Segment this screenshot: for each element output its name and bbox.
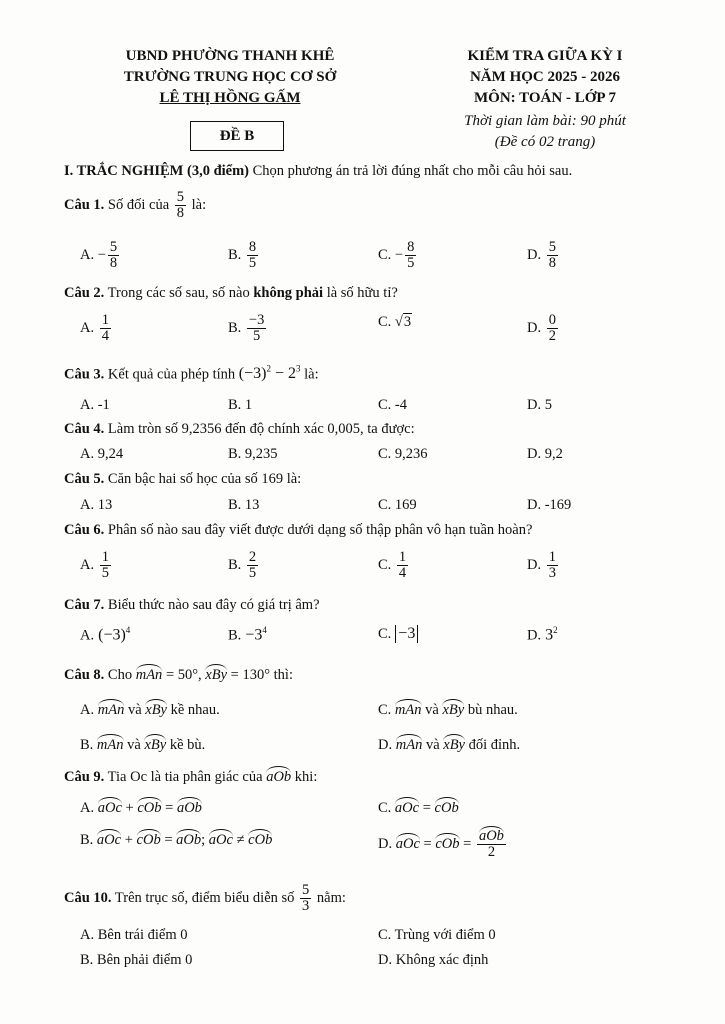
q10-option-d[interactable]: D. Không xác định bbox=[378, 952, 489, 968]
q1-option-c[interactable]: C. − $\frac{8}{5}$ bbox=[378, 239, 415, 272]
section-heading: I. TRẮC NGHIỆM (3,0 điểm) bbox=[64, 163, 250, 179]
q8-option-b[interactable]: B. mAn và xBy kề bù. bbox=[80, 737, 206, 753]
q2-option-c[interactable]: C. √3 bbox=[378, 314, 412, 330]
q8-option-d[interactable]: D. mAn và xBy đối đỉnh. bbox=[378, 737, 521, 753]
school-name: LÊ THỊ HỒNG GẤM bbox=[159, 90, 301, 106]
question-8: Câu 8. Cho mAn = 50°, xBy = 130° thì: bbox=[64, 667, 293, 683]
q5-option-a[interactable]: A. 13 bbox=[80, 497, 113, 513]
school-year: NĂM HỌC 2025 - 2026 bbox=[470, 69, 620, 85]
question-label: Câu 1. bbox=[64, 197, 105, 214]
q7-option-a[interactable]: A. $(-3)^4$ bbox=[80, 625, 131, 644]
subject: MÔN: TOÁN - LỚP 7 bbox=[474, 90, 616, 106]
q1-option-a[interactable]: A. − $\frac{5}{8}$ bbox=[80, 239, 118, 272]
q2-option-d[interactable]: D. $\frac{0}{2}$ bbox=[527, 312, 556, 345]
q5-option-d[interactable]: D. -169 bbox=[527, 497, 572, 513]
page-count: (Đề có 02 trang) bbox=[494, 134, 596, 150]
denominator: 8 bbox=[176, 205, 185, 222]
exam-title: KIỂM TRA GIỮA KỲ I bbox=[467, 48, 623, 64]
q6-option-c[interactable]: C. $\frac{1}{4}$ bbox=[378, 549, 407, 582]
q5-option-c[interactable]: C. 169 bbox=[378, 497, 417, 513]
q7-option-d[interactable]: D. $3^2$ bbox=[527, 625, 558, 644]
question-6: Câu 6. Phân số nào sau đây viết được dưới dạng số thập phân vô hạn tuần hoàn? bbox=[64, 522, 533, 538]
fraction bbox=[175, 190, 186, 221]
school-type: TRƯỜNG TRUNG HỌC CƠ SỞ bbox=[123, 69, 337, 85]
question-9: Câu 9. Tia Oc là tia phân giác của aOb khi: bbox=[64, 769, 318, 785]
q9-option-b[interactable]: B. aOc + cOb = aOb; aOc ≠ cOb bbox=[80, 832, 273, 848]
q4-option-a[interactable]: A. 9,24 bbox=[80, 446, 124, 462]
q3-option-b[interactable]: B. 1 bbox=[228, 397, 253, 413]
q8-option-c[interactable]: C. mAn và xBy bù nhau. bbox=[378, 702, 518, 718]
q7-option-b[interactable]: B. $-3^4$ bbox=[228, 625, 267, 644]
q1-option-b[interactable]: B. $\frac{8}{5}$ bbox=[228, 239, 257, 272]
school-district: UBND PHƯỜNG THANH KHÊ bbox=[125, 48, 335, 64]
question-text: Số đối của bbox=[107, 197, 170, 214]
question-2: Câu 2. Trong các số sau, số nào không phải là số hữu tỉ? bbox=[64, 285, 398, 301]
numerator: 5 bbox=[176, 189, 185, 205]
q6-option-d[interactable]: D. $\frac{1}{3}$ bbox=[527, 549, 556, 582]
time-limit: Thời gian làm bài: 90 phút bbox=[464, 113, 626, 129]
q4-option-b[interactable]: B. 9,235 bbox=[228, 446, 278, 462]
q2-option-b[interactable]: B. $\frac{-3}{5}$ bbox=[228, 312, 265, 345]
q9-option-a[interactable]: A. aOc + cOb = aOb bbox=[80, 800, 202, 816]
q4-option-c[interactable]: C. 9,236 bbox=[378, 446, 428, 462]
q3-option-a[interactable]: A. -1 bbox=[80, 397, 110, 413]
question-3: Câu 3. Kết quả của phép tính $(-3)^2 - 2^3$ là: bbox=[64, 364, 319, 383]
question-4: Câu 4. Làm tròn số 9,2356 đến độ chính xác 0,005, ta được: bbox=[64, 421, 415, 437]
exam-code-box: ĐỀ B bbox=[190, 121, 284, 151]
q5-option-b[interactable]: B. 13 bbox=[228, 497, 260, 513]
question-10: Câu 10. Trên trục số, điểm biểu diễn số $\frac{5}{3}$ nằm: bbox=[64, 882, 346, 915]
question-1 bbox=[64, 190, 206, 221]
section-title bbox=[64, 163, 572, 180]
q3-option-c[interactable]: C. -4 bbox=[378, 397, 407, 413]
q10-option-b[interactable]: B. Bên phải điểm 0 bbox=[80, 952, 193, 968]
q6-option-b[interactable]: B. $\frac{2}{5}$ bbox=[228, 549, 257, 582]
q10-option-c[interactable]: C. Trùng với điểm 0 bbox=[378, 927, 496, 943]
section-instruction: Chọn phương án trả lời đúng nhất cho mỗi câu hỏi sau. bbox=[252, 163, 573, 179]
q3-option-d[interactable]: D. 5 bbox=[527, 397, 552, 413]
q1-option-d[interactable]: D. $\frac{5}{8}$ bbox=[527, 239, 556, 272]
q2-option-a[interactable]: A. $\frac{1}{4}$ bbox=[80, 312, 109, 345]
question-5: Câu 5. Căn bậc hai số học của số 169 là: bbox=[64, 471, 302, 487]
q7-option-c[interactable]: C. −3 bbox=[378, 625, 418, 643]
q9-option-c[interactable]: C. aOc = cOb bbox=[378, 800, 459, 816]
q4-option-d[interactable]: D. 9,2 bbox=[527, 446, 563, 462]
q9-option-d[interactable]: D. aOc = cOb = $\frac{\text{aOb}}{2}$ bbox=[378, 828, 504, 861]
question-7: Câu 7. Biểu thức nào sau đây có giá trị âm? bbox=[64, 597, 320, 613]
q8-option-a[interactable]: A. mAn và xBy kề nhau. bbox=[80, 702, 220, 718]
q6-option-a[interactable]: A. $\frac{1}{5}$ bbox=[80, 549, 109, 582]
q10-option-a[interactable]: A. Bên trái điểm 0 bbox=[80, 927, 188, 943]
question-tail: là: bbox=[191, 197, 207, 214]
